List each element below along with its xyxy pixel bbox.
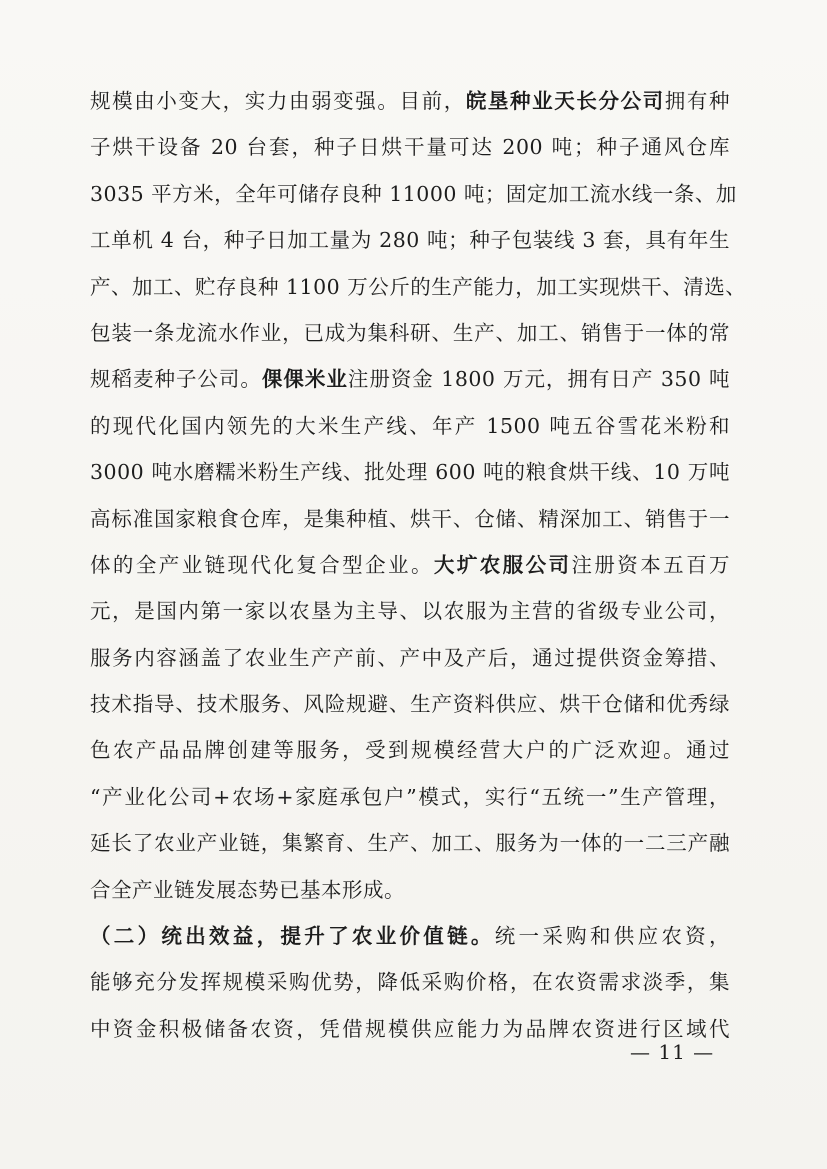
text-line: 产、加工、贮存良种 1100 万公斤的生产能力，加工实现烘干、清选、 xyxy=(90,274,747,299)
text-line: 3035 平方米，全年可储存良种 11000 吨；固定加工流水线一条、加 xyxy=(90,181,737,206)
text-run: 规模由小变大，实力由弱变强。目前， xyxy=(90,89,466,113)
text-line: 元，是国内第一家以农垦为主导、以农服为主营的省级专业公司， xyxy=(90,599,730,624)
body-text xyxy=(90,78,747,1052)
section-heading: （二）统出效益，提升了农业价值链。 xyxy=(90,924,495,949)
text-line xyxy=(90,78,730,124)
text-line: 色农产品品牌创建等服务，受到规模经营大户的广泛欢迎。通过 xyxy=(90,738,730,763)
text-line: 的现代化国内领先的大米生产线、年产 1500 吨五谷雪花米粉和 xyxy=(90,413,730,438)
page-number: — 11 — xyxy=(630,1040,715,1064)
text-line: 能够充分发挥规模采购优势，降低采购价格，在农资需求淡季，集 xyxy=(90,970,730,995)
company-name-wanken: 皖垦种业天长分公司 xyxy=(465,89,665,113)
text-line: 工单机 4 台，种子日加工量为 280 吨；种子包装线 3 套，具有年生 xyxy=(90,228,730,253)
text-line: 合全产业链发展态势已基本形成。 xyxy=(90,877,405,902)
text-line: “产业化公司+农场+家庭承包户”模式，实行“五统一”生产管理， xyxy=(90,784,730,809)
text-run: 体的全产业链现代化复合型企业。 xyxy=(90,552,434,577)
text-line: 高标准国家粮食仓库，是集种植、烘干、仓储、精深加工、销售于一 xyxy=(90,506,730,531)
text-line: 中资金积极储备农资，凭借规模供应能力为品牌农资进行区域代 xyxy=(90,1016,730,1041)
company-name-dakuang: 大圹农服公司 xyxy=(433,552,572,577)
text-line xyxy=(90,913,730,959)
text-line: 技术指导、技术服务、风险规避、生产资料供应、烘干仓储和优秀绿 xyxy=(90,692,730,717)
text-line: 包装一条龙流水作业，已成为集科研、生产、加工、销售于一体的常 xyxy=(90,320,730,345)
text-line: 3000 吨水磨糯米粉生产线、批处理 600 吨的粮食烘干线、10 万吨 xyxy=(90,460,730,485)
text-line: 子烘干设备 20 台套，种子日烘干量可达 200 吨；种子通风仓库 xyxy=(90,135,730,160)
text-line: 服务内容涵盖了农业生产产前、产中及产后，通过提供资金筹措、 xyxy=(90,645,730,670)
text-run: 拥有种 xyxy=(664,89,731,113)
company-name-luoluo: 倮倮米业 xyxy=(261,367,348,392)
text-run: 注册资金 1800 万元，拥有日产 350 吨 xyxy=(347,367,730,392)
text-line xyxy=(90,542,730,588)
text-line: 延长了农业产业链，集繁育、生产、加工、服务为一体的一二三产融 xyxy=(90,831,730,856)
text-run: 统一采购和供应农资， xyxy=(494,924,731,949)
text-run: 规稻麦种子公司。 xyxy=(90,367,262,392)
text-run: 注册资本五百万 xyxy=(571,552,731,577)
text-line xyxy=(90,356,730,402)
